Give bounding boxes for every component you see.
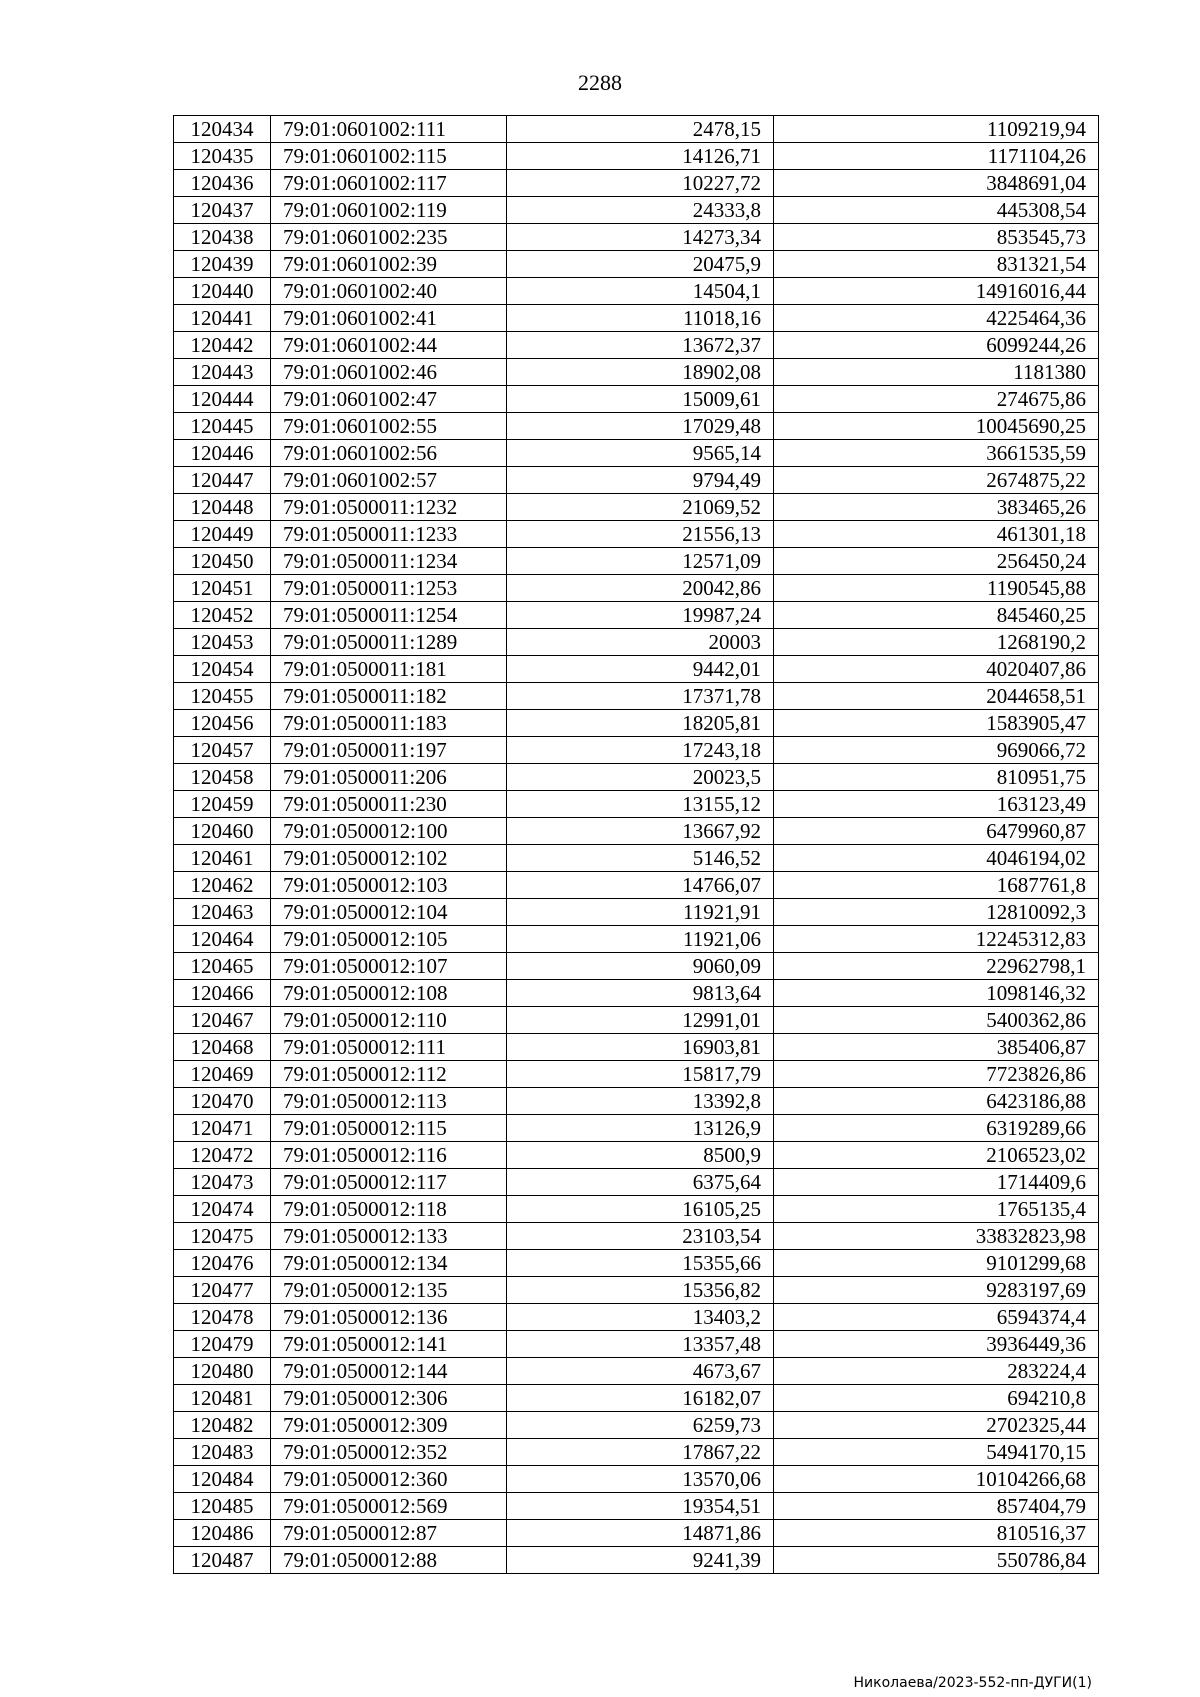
table-row bbox=[174, 1439, 1099, 1466]
cadastral-value-cell: 2106523,02 bbox=[774, 1142, 1099, 1169]
row-id-cell: 120463 bbox=[174, 899, 271, 926]
table-row bbox=[174, 170, 1099, 197]
cadastral-number-cell: 79:01:0601002:41 bbox=[271, 305, 507, 332]
area-cell: 13392,8 bbox=[507, 1088, 774, 1115]
cadastral-value-cell: 385406,87 bbox=[774, 1034, 1099, 1061]
cadastral-number-cell: 79:01:0500012:103 bbox=[271, 872, 507, 899]
area-cell: 16105,25 bbox=[507, 1196, 774, 1223]
row-id-cell: 120486 bbox=[174, 1520, 271, 1547]
cadastral-number-cell: 79:01:0500011:1254 bbox=[271, 602, 507, 629]
row-id-cell: 120469 bbox=[174, 1061, 271, 1088]
area-cell: 9794,49 bbox=[507, 467, 774, 494]
table-row bbox=[174, 980, 1099, 1007]
row-id-cell: 120434 bbox=[174, 116, 271, 143]
row-id-cell: 120448 bbox=[174, 494, 271, 521]
area-cell: 13155,12 bbox=[507, 791, 774, 818]
cadastral-number-cell: 79:01:0601002:111 bbox=[271, 116, 507, 143]
cadastral-value-cell: 1583905,47 bbox=[774, 710, 1099, 737]
row-id-cell: 120480 bbox=[174, 1358, 271, 1385]
table-row bbox=[174, 251, 1099, 278]
cadastral-value-cell: 12810092,3 bbox=[774, 899, 1099, 926]
area-cell: 18902,08 bbox=[507, 359, 774, 386]
cadastral-number-cell: 79:01:0500012:309 bbox=[271, 1412, 507, 1439]
cadastral-value-cell: 853545,73 bbox=[774, 224, 1099, 251]
cadastral-number-cell: 79:01:0500011:197 bbox=[271, 737, 507, 764]
cadastral-value-cell: 550786,84 bbox=[774, 1547, 1099, 1574]
cadastral-value-cell: 857404,79 bbox=[774, 1493, 1099, 1520]
row-id-cell: 120471 bbox=[174, 1115, 271, 1142]
row-id-cell: 120455 bbox=[174, 683, 271, 710]
table-row bbox=[174, 1115, 1099, 1142]
cadastral-number-cell: 79:01:0500012:100 bbox=[271, 818, 507, 845]
row-id-cell: 120440 bbox=[174, 278, 271, 305]
table-row bbox=[174, 683, 1099, 710]
area-cell: 9813,64 bbox=[507, 980, 774, 1007]
area-cell: 20023,5 bbox=[507, 764, 774, 791]
row-id-cell: 120451 bbox=[174, 575, 271, 602]
row-id-cell: 120482 bbox=[174, 1412, 271, 1439]
cadastral-value-cell: 1687761,8 bbox=[774, 872, 1099, 899]
row-id-cell: 120453 bbox=[174, 629, 271, 656]
cadastral-number-cell: 79:01:0601002:115 bbox=[271, 143, 507, 170]
table-row bbox=[174, 1385, 1099, 1412]
cadastral-number-cell: 79:01:0500012:112 bbox=[271, 1061, 507, 1088]
cadastral-number-cell: 79:01:0500011:1232 bbox=[271, 494, 507, 521]
table-row bbox=[174, 1088, 1099, 1115]
cadastral-value-cell: 3848691,04 bbox=[774, 170, 1099, 197]
cadastral-number-cell: 79:01:0500012:133 bbox=[271, 1223, 507, 1250]
row-id-cell: 120468 bbox=[174, 1034, 271, 1061]
cadastral-number-cell: 79:01:0500011:1289 bbox=[271, 629, 507, 656]
cadastral-value-cell: 810951,75 bbox=[774, 764, 1099, 791]
table-row bbox=[174, 467, 1099, 494]
table-row bbox=[174, 278, 1099, 305]
row-id-cell: 120470 bbox=[174, 1088, 271, 1115]
row-id-cell: 120466 bbox=[174, 980, 271, 1007]
row-id-cell: 120473 bbox=[174, 1169, 271, 1196]
row-id-cell: 120444 bbox=[174, 386, 271, 413]
area-cell: 15817,79 bbox=[507, 1061, 774, 1088]
area-cell: 11921,06 bbox=[507, 926, 774, 953]
area-cell: 17029,48 bbox=[507, 413, 774, 440]
cadastral-value-cell: 461301,18 bbox=[774, 521, 1099, 548]
area-cell: 24333,8 bbox=[507, 197, 774, 224]
row-id-cell: 120435 bbox=[174, 143, 271, 170]
table-row bbox=[174, 845, 1099, 872]
cadastral-value-cell: 845460,25 bbox=[774, 602, 1099, 629]
table-row bbox=[174, 143, 1099, 170]
area-cell: 15356,82 bbox=[507, 1277, 774, 1304]
area-cell: 6259,73 bbox=[507, 1412, 774, 1439]
table-row bbox=[174, 818, 1099, 845]
area-cell: 9060,09 bbox=[507, 953, 774, 980]
table-row bbox=[174, 1520, 1099, 1547]
area-cell: 13667,92 bbox=[507, 818, 774, 845]
cadastral-value-cell: 4225464,36 bbox=[774, 305, 1099, 332]
cadastral-number-cell: 79:01:0601002:56 bbox=[271, 440, 507, 467]
area-cell: 21069,52 bbox=[507, 494, 774, 521]
cadastral-value-cell: 4020407,86 bbox=[774, 656, 1099, 683]
area-cell: 18205,81 bbox=[507, 710, 774, 737]
cadastral-value-cell: 445308,54 bbox=[774, 197, 1099, 224]
table-row bbox=[174, 305, 1099, 332]
area-cell: 8500,9 bbox=[507, 1142, 774, 1169]
area-cell: 4673,67 bbox=[507, 1358, 774, 1385]
cadastral-value-cell: 6099244,26 bbox=[774, 332, 1099, 359]
row-id-cell: 120443 bbox=[174, 359, 271, 386]
row-id-cell: 120478 bbox=[174, 1304, 271, 1331]
page-number: 2288 bbox=[578, 70, 622, 95]
table-row bbox=[174, 710, 1099, 737]
cadastral-value-cell: 9283197,69 bbox=[774, 1277, 1099, 1304]
cadastral-value-cell: 12245312,83 bbox=[774, 926, 1099, 953]
area-cell: 10227,72 bbox=[507, 170, 774, 197]
cadastral-value-cell: 383465,26 bbox=[774, 494, 1099, 521]
table-row bbox=[174, 1331, 1099, 1358]
table-row bbox=[174, 413, 1099, 440]
area-cell: 14273,34 bbox=[507, 224, 774, 251]
table-row bbox=[174, 224, 1099, 251]
table-row bbox=[174, 1007, 1099, 1034]
area-cell: 5146,52 bbox=[507, 845, 774, 872]
row-id-cell: 120439 bbox=[174, 251, 271, 278]
cadastral-value-cell: 5400362,86 bbox=[774, 1007, 1099, 1034]
row-id-cell: 120476 bbox=[174, 1250, 271, 1277]
row-id-cell: 120449 bbox=[174, 521, 271, 548]
cadastral-value-cell: 1268190,2 bbox=[774, 629, 1099, 656]
cadastral-value-cell: 2044658,51 bbox=[774, 683, 1099, 710]
table-row bbox=[174, 1034, 1099, 1061]
row-id-cell: 120442 bbox=[174, 332, 271, 359]
cadastral-number-cell: 79:01:0500012:111 bbox=[271, 1034, 507, 1061]
cadastral-value-cell: 4046194,02 bbox=[774, 845, 1099, 872]
cadastral-number-cell: 79:01:0500012:134 bbox=[271, 1250, 507, 1277]
cadastral-number-cell: 79:01:0500012:108 bbox=[271, 980, 507, 1007]
row-id-cell: 120457 bbox=[174, 737, 271, 764]
cadastral-value-cell: 694210,8 bbox=[774, 1385, 1099, 1412]
row-id-cell: 120447 bbox=[174, 467, 271, 494]
area-cell: 16182,07 bbox=[507, 1385, 774, 1412]
cadastral-number-cell: 79:01:0500012:116 bbox=[271, 1142, 507, 1169]
cadastral-number-cell: 79:01:0500012:104 bbox=[271, 899, 507, 926]
cadastral-value-cell: 1098146,32 bbox=[774, 980, 1099, 1007]
row-id-cell: 120485 bbox=[174, 1493, 271, 1520]
cadastral-number-cell: 79:01:0601002:39 bbox=[271, 251, 507, 278]
table-row bbox=[174, 629, 1099, 656]
table-row bbox=[174, 872, 1099, 899]
table-row bbox=[174, 1547, 1099, 1574]
cadastral-number-cell: 79:01:0500012:118 bbox=[271, 1196, 507, 1223]
cadastral-value-cell: 9101299,68 bbox=[774, 1250, 1099, 1277]
cadastral-number-cell: 79:01:0500012:113 bbox=[271, 1088, 507, 1115]
row-id-cell: 120462 bbox=[174, 872, 271, 899]
area-cell: 15009,61 bbox=[507, 386, 774, 413]
row-id-cell: 120475 bbox=[174, 1223, 271, 1250]
area-cell: 12571,09 bbox=[507, 548, 774, 575]
area-cell: 9241,39 bbox=[507, 1547, 774, 1574]
area-cell: 13570,06 bbox=[507, 1466, 774, 1493]
cadastral-value-cell: 14916016,44 bbox=[774, 278, 1099, 305]
cadastral-number-cell: 79:01:0500012:306 bbox=[271, 1385, 507, 1412]
table-row bbox=[174, 1061, 1099, 1088]
cadastral-value-cell: 256450,24 bbox=[774, 548, 1099, 575]
area-cell: 13672,37 bbox=[507, 332, 774, 359]
row-id-cell: 120456 bbox=[174, 710, 271, 737]
cadastral-number-cell: 79:01:0601002:55 bbox=[271, 413, 507, 440]
cadastral-number-cell: 79:01:0500012:352 bbox=[271, 1439, 507, 1466]
table-row bbox=[174, 926, 1099, 953]
row-id-cell: 120474 bbox=[174, 1196, 271, 1223]
cadastral-value-cell: 6594374,4 bbox=[774, 1304, 1099, 1331]
cadastral-value-cell: 163123,49 bbox=[774, 791, 1099, 818]
cadastral-number-cell: 79:01:0500011:182 bbox=[271, 683, 507, 710]
row-id-cell: 120484 bbox=[174, 1466, 271, 1493]
area-cell: 23103,54 bbox=[507, 1223, 774, 1250]
cadastral-number-cell: 79:01:0601002:40 bbox=[271, 278, 507, 305]
row-id-cell: 120472 bbox=[174, 1142, 271, 1169]
cadastral-number-cell: 79:01:0500011:1234 bbox=[271, 548, 507, 575]
table-row bbox=[174, 440, 1099, 467]
cadastral-number-cell: 79:01:0500011:183 bbox=[271, 710, 507, 737]
cadastral-value-cell: 3936449,36 bbox=[774, 1331, 1099, 1358]
cadastral-number-cell: 79:01:0601002:235 bbox=[271, 224, 507, 251]
cadastral-value-cell: 831321,54 bbox=[774, 251, 1099, 278]
cadastral-value-cell: 1181380 bbox=[774, 359, 1099, 386]
cadastral-value-cell: 22962798,1 bbox=[774, 953, 1099, 980]
row-id-cell: 120452 bbox=[174, 602, 271, 629]
table-row bbox=[174, 656, 1099, 683]
cadastral-value-cell: 1190545,88 bbox=[774, 575, 1099, 602]
area-cell: 11018,16 bbox=[507, 305, 774, 332]
cadastral-value-cell: 33832823,98 bbox=[774, 1223, 1099, 1250]
table-row bbox=[174, 197, 1099, 224]
area-cell: 14871,86 bbox=[507, 1520, 774, 1547]
cadastral-number-cell: 79:01:0500011:206 bbox=[271, 764, 507, 791]
row-id-cell: 120445 bbox=[174, 413, 271, 440]
area-cell: 19987,24 bbox=[507, 602, 774, 629]
row-id-cell: 120446 bbox=[174, 440, 271, 467]
cadastral-value-cell: 6423186,88 bbox=[774, 1088, 1099, 1115]
row-id-cell: 120459 bbox=[174, 791, 271, 818]
table-row bbox=[174, 899, 1099, 926]
table-row bbox=[174, 1466, 1099, 1493]
cadastral-value-cell: 5494170,15 bbox=[774, 1439, 1099, 1466]
cadastral-value-cell: 283224,4 bbox=[774, 1358, 1099, 1385]
area-cell: 19354,51 bbox=[507, 1493, 774, 1520]
cadastral-value-cell: 274675,86 bbox=[774, 386, 1099, 413]
cadastral-number-cell: 79:01:0500012:141 bbox=[271, 1331, 507, 1358]
cadastral-number-cell: 79:01:0500012:107 bbox=[271, 953, 507, 980]
table-row bbox=[174, 575, 1099, 602]
table-row bbox=[174, 1358, 1099, 1385]
row-id-cell: 120479 bbox=[174, 1331, 271, 1358]
cadastral-value-cell: 810516,37 bbox=[774, 1520, 1099, 1547]
row-id-cell: 120481 bbox=[174, 1385, 271, 1412]
table-row bbox=[174, 1493, 1099, 1520]
cadastral-value-table bbox=[173, 115, 1099, 1574]
cadastral-number-cell: 79:01:0601002:47 bbox=[271, 386, 507, 413]
table-row bbox=[174, 1412, 1099, 1439]
row-id-cell: 120438 bbox=[174, 224, 271, 251]
area-cell: 13357,48 bbox=[507, 1331, 774, 1358]
area-cell: 13403,2 bbox=[507, 1304, 774, 1331]
area-cell: 16903,81 bbox=[507, 1034, 774, 1061]
cadastral-number-cell: 79:01:0500012:87 bbox=[271, 1520, 507, 1547]
table-row bbox=[174, 953, 1099, 980]
table-row bbox=[174, 602, 1099, 629]
row-id-cell: 120483 bbox=[174, 1439, 271, 1466]
row-id-cell: 120437 bbox=[174, 197, 271, 224]
cadastral-number-cell: 79:01:0500011:181 bbox=[271, 656, 507, 683]
cadastral-number-cell: 79:01:0500012:135 bbox=[271, 1277, 507, 1304]
row-id-cell: 120441 bbox=[174, 305, 271, 332]
table-row bbox=[174, 359, 1099, 386]
row-id-cell: 120467 bbox=[174, 1007, 271, 1034]
cadastral-value-cell: 969066,72 bbox=[774, 737, 1099, 764]
cadastral-value-cell: 2702325,44 bbox=[774, 1412, 1099, 1439]
table-row bbox=[174, 494, 1099, 521]
cadastral-value-cell: 6479960,87 bbox=[774, 818, 1099, 845]
area-cell: 9565,14 bbox=[507, 440, 774, 467]
cadastral-number-cell: 79:01:0500012:117 bbox=[271, 1169, 507, 1196]
area-cell: 17371,78 bbox=[507, 683, 774, 710]
row-id-cell: 120461 bbox=[174, 845, 271, 872]
table-row bbox=[174, 1223, 1099, 1250]
table-row bbox=[174, 791, 1099, 818]
table-row bbox=[174, 1196, 1099, 1223]
table-row bbox=[174, 1304, 1099, 1331]
cadastral-number-cell: 79:01:0500012:105 bbox=[271, 926, 507, 953]
row-id-cell: 120460 bbox=[174, 818, 271, 845]
cadastral-number-cell: 79:01:0500012:360 bbox=[271, 1466, 507, 1493]
row-id-cell: 120477 bbox=[174, 1277, 271, 1304]
row-id-cell: 120450 bbox=[174, 548, 271, 575]
table-row bbox=[174, 1250, 1099, 1277]
row-id-cell: 120464 bbox=[174, 926, 271, 953]
cadastral-number-cell: 79:01:0601002:44 bbox=[271, 332, 507, 359]
document-footer: Николаева/2023-552-пп-ДУГИ(1) bbox=[853, 1675, 1092, 1691]
area-cell: 21556,13 bbox=[507, 521, 774, 548]
area-cell: 9442,01 bbox=[507, 656, 774, 683]
table-row bbox=[174, 764, 1099, 791]
table-row bbox=[174, 386, 1099, 413]
area-cell: 12991,01 bbox=[507, 1007, 774, 1034]
row-id-cell: 120436 bbox=[174, 170, 271, 197]
table-row bbox=[174, 521, 1099, 548]
table-row bbox=[174, 737, 1099, 764]
area-cell: 15355,66 bbox=[507, 1250, 774, 1277]
area-cell: 20475,9 bbox=[507, 251, 774, 278]
cadastral-number-cell: 79:01:0500012:136 bbox=[271, 1304, 507, 1331]
row-id-cell: 120465 bbox=[174, 953, 271, 980]
table-row bbox=[174, 1169, 1099, 1196]
cadastral-number-cell: 79:01:0601002:57 bbox=[271, 467, 507, 494]
table-row bbox=[174, 1277, 1099, 1304]
cadastral-number-cell: 79:01:0500012:115 bbox=[271, 1115, 507, 1142]
area-cell: 20003 bbox=[507, 629, 774, 656]
table-row bbox=[174, 332, 1099, 359]
cadastral-value-cell: 1765135,4 bbox=[774, 1196, 1099, 1223]
cadastral-number-cell: 79:01:0500011:1233 bbox=[271, 521, 507, 548]
row-id-cell: 120487 bbox=[174, 1547, 271, 1574]
area-cell: 14766,07 bbox=[507, 872, 774, 899]
table-row bbox=[174, 116, 1099, 143]
area-cell: 2478,15 bbox=[507, 116, 774, 143]
row-id-cell: 120454 bbox=[174, 656, 271, 683]
cadastral-value-cell: 7723826,86 bbox=[774, 1061, 1099, 1088]
area-cell: 20042,86 bbox=[507, 575, 774, 602]
table-row bbox=[174, 1142, 1099, 1169]
cadastral-number-cell: 79:01:0601002:119 bbox=[271, 197, 507, 224]
cadastral-value-cell: 1714409,6 bbox=[774, 1169, 1099, 1196]
area-cell: 6375,64 bbox=[507, 1169, 774, 1196]
cadastral-value-cell: 6319289,66 bbox=[774, 1115, 1099, 1142]
cadastral-number-cell: 79:01:0601002:46 bbox=[271, 359, 507, 386]
table-row bbox=[174, 548, 1099, 575]
table-body bbox=[174, 116, 1099, 1574]
area-cell: 14504,1 bbox=[507, 278, 774, 305]
area-cell: 13126,9 bbox=[507, 1115, 774, 1142]
cadastral-number-cell: 79:01:0500012:144 bbox=[271, 1358, 507, 1385]
cadastral-number-cell: 79:01:0500012:110 bbox=[271, 1007, 507, 1034]
cadastral-value-cell: 3661535,59 bbox=[774, 440, 1099, 467]
cadastral-value-cell: 10104266,68 bbox=[774, 1466, 1099, 1493]
cadastral-number-cell: 79:01:0500012:569 bbox=[271, 1493, 507, 1520]
cadastral-number-cell: 79:01:0500012:88 bbox=[271, 1547, 507, 1574]
area-cell: 11921,91 bbox=[507, 899, 774, 926]
cadastral-value-cell: 1171104,26 bbox=[774, 143, 1099, 170]
cadastral-number-cell: 79:01:0601002:117 bbox=[271, 170, 507, 197]
area-cell: 17867,22 bbox=[507, 1439, 774, 1466]
area-cell: 14126,71 bbox=[507, 143, 774, 170]
cadastral-value-cell: 1109219,94 bbox=[774, 116, 1099, 143]
cadastral-value-cell: 2674875,22 bbox=[774, 467, 1099, 494]
area-cell: 17243,18 bbox=[507, 737, 774, 764]
cadastral-value-cell: 10045690,25 bbox=[774, 413, 1099, 440]
cadastral-number-cell: 79:01:0500011:1253 bbox=[271, 575, 507, 602]
cadastral-number-cell: 79:01:0500012:102 bbox=[271, 845, 507, 872]
cadastral-number-cell: 79:01:0500011:230 bbox=[271, 791, 507, 818]
row-id-cell: 120458 bbox=[174, 764, 271, 791]
